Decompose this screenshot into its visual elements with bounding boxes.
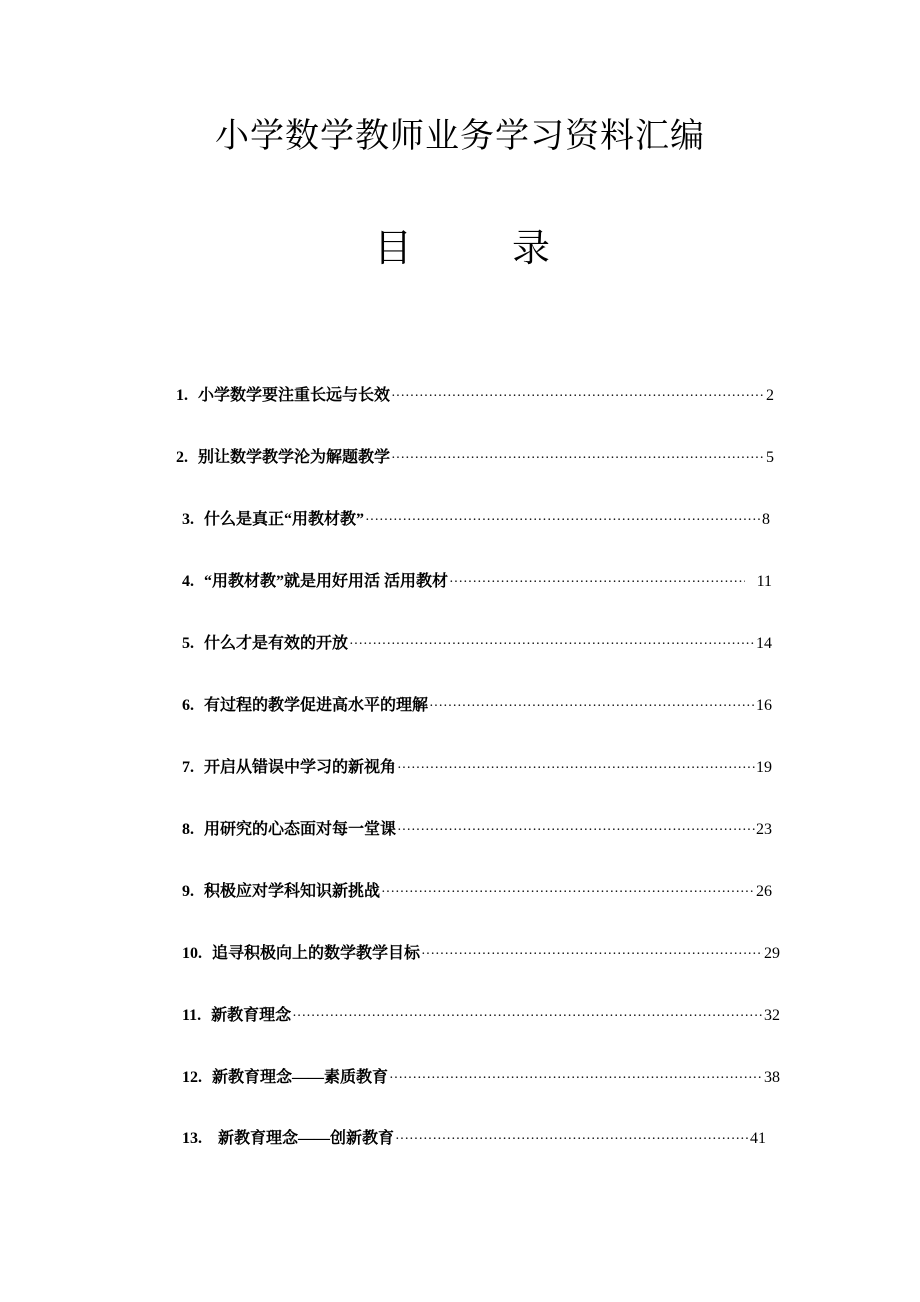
toc-entry[interactable] <box>182 693 772 719</box>
toc-entry-title: 有过程的教学促进高水平的理解 <box>204 697 429 714</box>
toc-entry-title: 积极应对学科知识新挑战 <box>204 883 381 900</box>
toc-entry-title: 开启从错误中学习的新视角 <box>204 759 397 776</box>
toc-heading-char-2: 录 <box>512 226 551 270</box>
toc-entry-title: 小学数学要注重长远与长效 <box>198 387 391 404</box>
toc-entry[interactable] <box>182 817 772 843</box>
toc-entry-number: 6. <box>182 697 194 714</box>
toc-entry-title: 追寻积极向上的数学教学目标 <box>212 945 421 962</box>
toc-entry-number: 8. <box>182 821 194 838</box>
document-title: 小学数学教师业务学习资料汇编 <box>215 116 705 156</box>
toc-entry-leader <box>365 508 761 534</box>
toc-entry[interactable] <box>182 941 780 967</box>
toc-entry-number: 7. <box>182 759 194 776</box>
toc-entry[interactable] <box>182 1126 766 1152</box>
toc-entry-number: 1. <box>176 387 188 404</box>
toc-entry-leader <box>397 818 755 844</box>
toc-entry[interactable] <box>176 383 774 409</box>
toc-entry-number: 4. <box>182 573 194 590</box>
toc-entry-page: 8 <box>762 511 770 528</box>
toc-entry-leader <box>421 942 763 968</box>
toc-entry-leader <box>391 384 765 410</box>
toc-entry-leader <box>381 880 755 906</box>
toc-entry-page: 23 <box>756 821 772 838</box>
toc-entry-page: 14 <box>756 635 772 652</box>
toc-entry-title: 什么才是有效的开放 <box>204 635 349 652</box>
toc-entry-number: 11. <box>182 1007 202 1024</box>
toc-entry-leader <box>391 446 765 472</box>
toc-entry-page: 38 <box>764 1069 780 1086</box>
toc-entry[interactable] <box>182 569 772 595</box>
toc-entry-page: 5 <box>766 449 774 466</box>
toc-entry[interactable] <box>182 879 772 905</box>
toc-entry[interactable] <box>182 755 772 781</box>
toc-entry-title: 新教育理念 <box>211 1007 292 1024</box>
toc-heading <box>0 220 920 276</box>
toc-entry-page: 16 <box>756 697 772 714</box>
toc-entry-leader <box>395 1127 749 1153</box>
toc-entry-page: 11 <box>756 573 772 590</box>
toc-entry-leader <box>349 632 755 658</box>
toc-entry[interactable] <box>182 1065 780 1091</box>
toc-entry-number: 2. <box>176 449 188 466</box>
toc-entry-page: 26 <box>756 883 772 900</box>
toc-entry[interactable] <box>182 507 770 533</box>
toc-entry-number: 5. <box>182 635 194 652</box>
toc-entry-title: 新教育理念——素质教育 <box>212 1069 389 1086</box>
toc-entry-title: 新教育理念——创新教育 <box>218 1130 395 1147</box>
toc-entry-page: 41 <box>750 1130 766 1147</box>
toc-entry-number: 10. <box>182 945 202 962</box>
toc-entry[interactable] <box>182 631 772 657</box>
toc-entry-leader <box>292 1004 763 1030</box>
toc-entry-title: 别让数学教学沦为解题教学 <box>198 449 391 466</box>
toc-entry-number: 3. <box>182 511 194 528</box>
toc-entry-leader <box>449 570 745 596</box>
toc-entry-leader <box>397 756 755 782</box>
toc-entry-page: 29 <box>764 945 780 962</box>
toc-entry-title: 用研究的心态面对每一堂课 <box>204 821 397 838</box>
toc-entry-leader <box>389 1066 763 1092</box>
toc-entry-leader <box>429 694 755 720</box>
toc-entry[interactable] <box>176 445 774 471</box>
toc-entry[interactable] <box>182 1003 780 1029</box>
toc-heading-char-1: 目 <box>374 226 413 270</box>
toc-entry-page: 19 <box>756 759 772 776</box>
toc-entry-title: “用教材教”就是用好用活 活用教材 <box>204 573 449 590</box>
toc-entry-number: 13. <box>182 1130 202 1147</box>
toc-entry-page: 2 <box>766 387 774 404</box>
toc-entry-page: 32 <box>764 1007 780 1024</box>
toc-entry-number: 12. <box>182 1069 202 1086</box>
toc-entry-title: 什么是真正“用教材教” <box>204 511 365 528</box>
toc-entry-number: 9. <box>182 883 194 900</box>
